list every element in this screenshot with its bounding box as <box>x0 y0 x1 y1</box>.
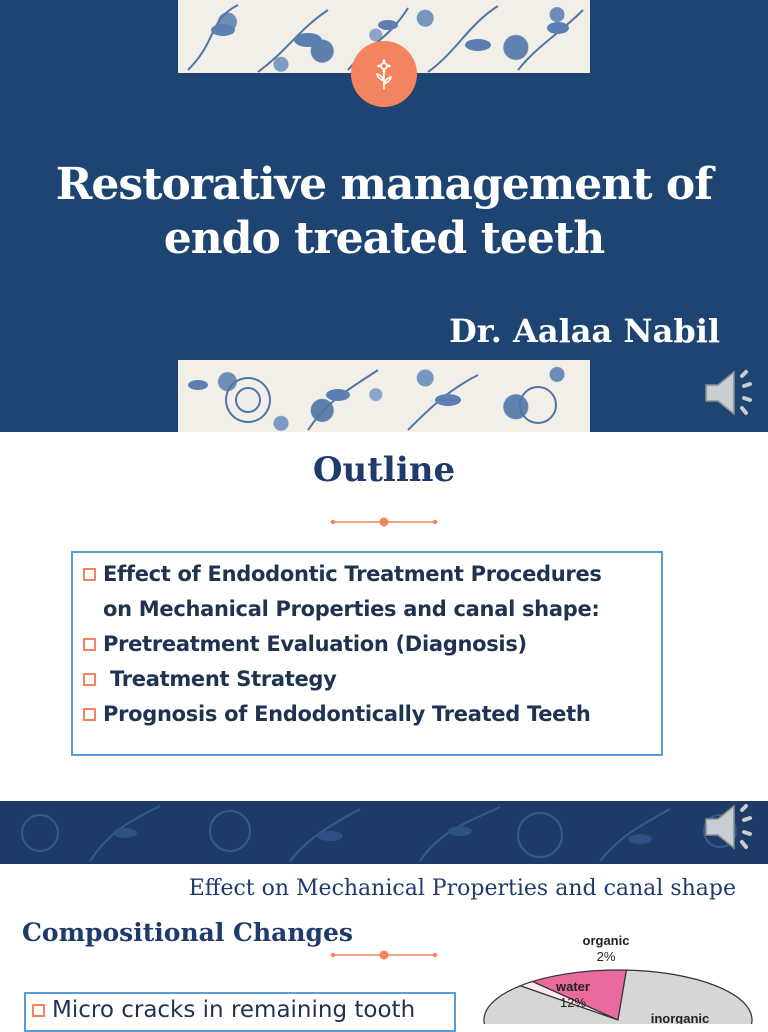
water-value: 12% <box>559 995 587 1010</box>
bullet-box: Micro cracks in remaining tooth <box>24 992 456 1032</box>
outline-item: Prognosis of Endodontically Treated Teeth <box>83 697 653 732</box>
outline-item: Treatment Strategy <box>83 662 653 697</box>
square-bullet-icon <box>83 697 103 732</box>
outline-list <box>71 551 663 756</box>
outline-title: Outline <box>312 450 456 490</box>
square-bullet-icon <box>83 662 103 697</box>
divider-ornament <box>330 946 438 958</box>
outline-item: Effect of Endodontic Treatment Procedures <box>83 557 653 592</box>
organic-value: 2% <box>596 949 616 964</box>
outline-item-continuation: on Mechanical Properties and canal shape: <box>103 597 600 621</box>
composition-pie-chart <box>478 928 768 1024</box>
speaker-icon[interactable] <box>704 368 758 418</box>
water-label: water <box>556 979 590 994</box>
slide-heading: Effect on Mechanical Properties and canal shape <box>188 876 736 901</box>
flower-badge <box>351 41 417 107</box>
organic-label: organic <box>582 933 630 948</box>
floral-decoration-bottom <box>178 360 590 432</box>
square-bullet-icon <box>83 557 103 592</box>
title-slide <box>0 0 768 432</box>
divider-ornament <box>330 513 438 525</box>
square-bullet-icon <box>32 994 52 1026</box>
inorganic-label: inorganic <box>650 1011 710 1024</box>
flower-icon <box>370 57 398 91</box>
square-bullet-icon <box>83 627 103 662</box>
floral-banner <box>0 801 768 864</box>
speaker-icon[interactable] <box>704 802 758 852</box>
author-name: Dr. Aalaa Nabil <box>449 312 720 350</box>
presentation-title: Restorative management of endo treated teeth <box>55 159 713 264</box>
section-title: Compositional Changes <box>22 918 353 947</box>
outline-item: Pretreatment Evaluation (Diagnosis) <box>83 627 653 662</box>
